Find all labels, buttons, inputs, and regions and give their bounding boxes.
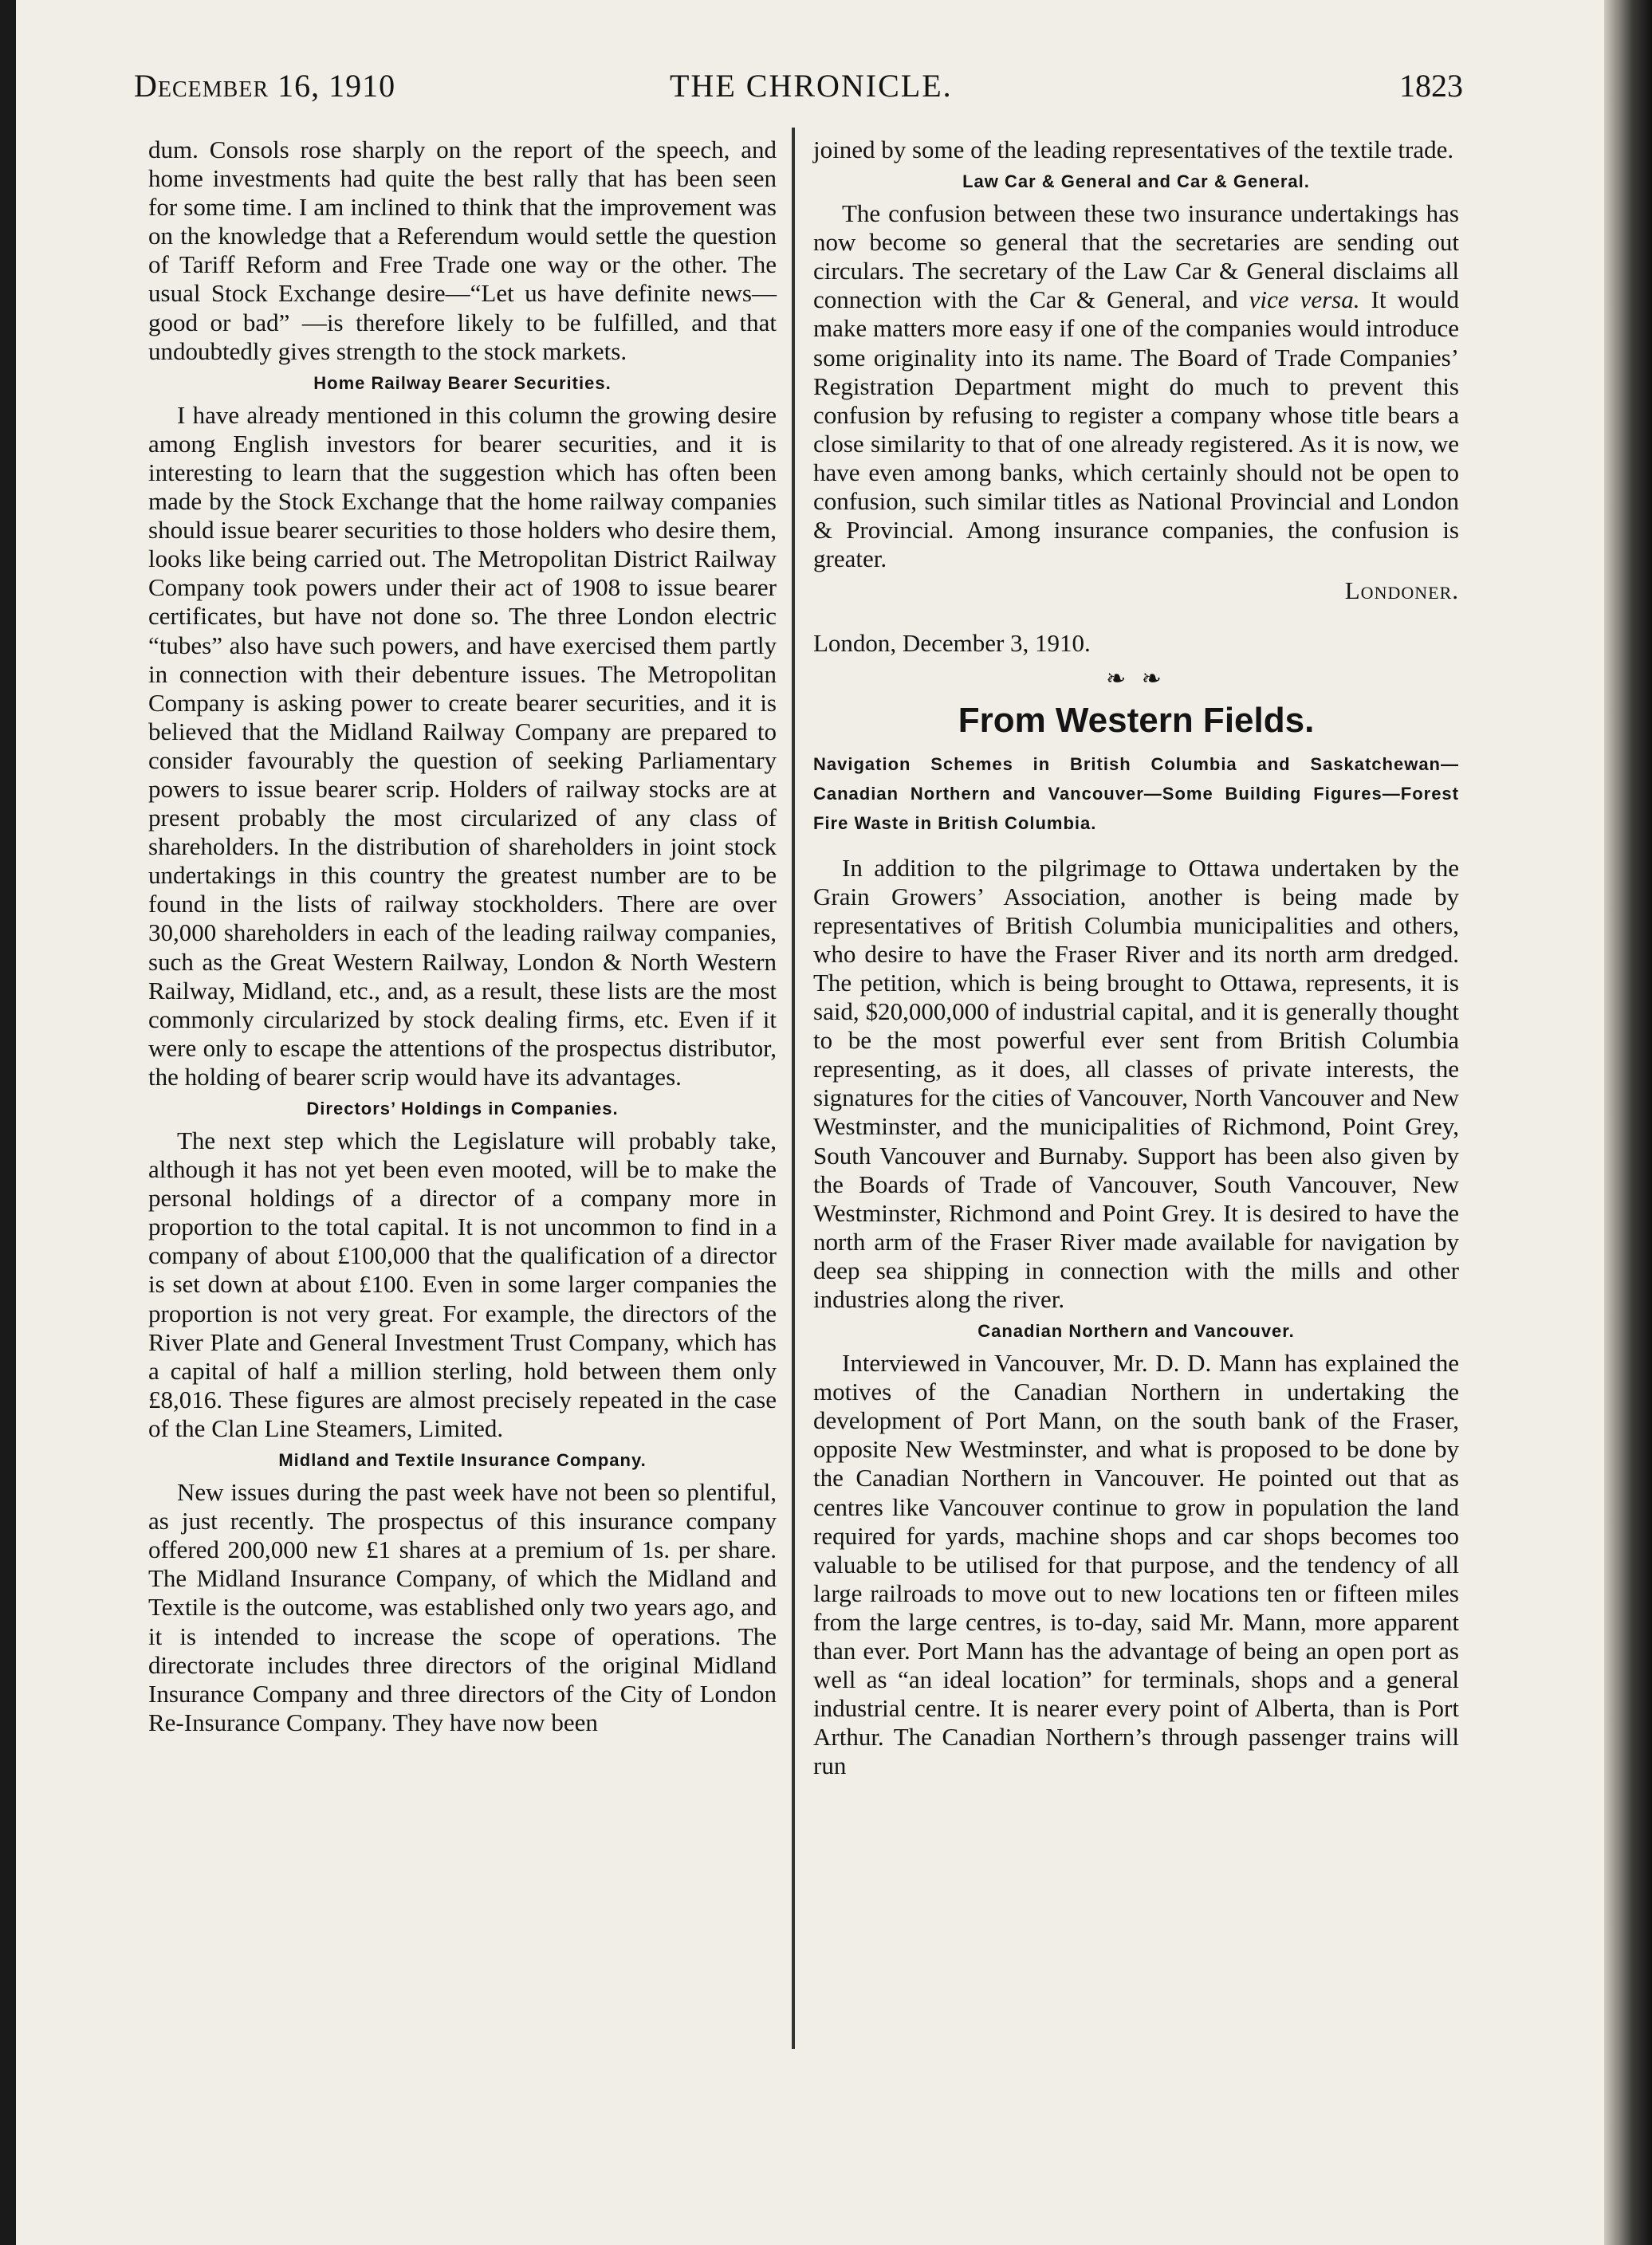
paragraph: New issues during the past week have not been so plentiful, as just recently. The prospectus of this insurance company offered 200,000 new £1 shares at a premium of 1s. per share. The Midland Insurance Company, of which the Midland and Textile is the outcome, was established only two years ago, and it is intended to increase the scope of operations. The directorate includes three directors of the original Midland Insurance Company and three directors of the City of London Re-Insurance Company. They have now been (148, 1478, 777, 1736)
binding-edge (1604, 0, 1652, 2245)
paragraph: Interviewed in Vancouver, Mr. D. D. Mann has explained the motives of the Canadian Northern in undertaking the development of Port Mann, on the south bank of the Fraser, opposite New Westminster, and what is proposed to be done by the Canadian Northern in Vancouver. He pointed out that as centres like Vancouver continue to grow in population the land required for yards, machine shops and car shops becomes too valuable to be utilised for that purpose, and the tendency of all large railroads to move out to new locations ten or fifteen miles from the large centres, is to-day, said Mr. Mann, more apparent than ever. Port Mann has the advantage of being an open port as well as “an ideal location” for terminals, shops and a general industrial centre. It is nearer every point of Alberta, than is Port Arthur. The Canadian Northern’s through passenger trains will run (813, 1349, 1459, 1780)
left-column (148, 136, 777, 1737)
signature: Londoner. (1344, 576, 1459, 605)
section-heading: Canadian Northern and Vancouver. (977, 1321, 1295, 1342)
paragraph-text: The confusion between these two insurance undertakings has now become so general that the secretaries are sending out circulars. The secretary of the Law Car & General disclaims all connection with the Car & General, and (813, 199, 1459, 314)
paragraph: dum. Consols rose sharply on the report of the speech, and home investments had quite the best rally that has been seen for some time. I am inclined to think that the improvement was on the knowledge that a Referendum would settle the question of Tariff Reform and Free Trade one way or the other. The usual Stock Exchange desire—“Let us have definite news—good or bad” —is therefore likely to be fulfilled, and that undoubtedly gives strength to the stock markets. (148, 136, 777, 365)
paragraph: I have already mentioned in this column the growing desire among English investors for bearer securities, and it is interesting to learn that the suggestion which has often been made by the Stock Exchange that the home railway companies should issue bearer securities to those holders who desire them, looks like being carried out. The Metropolitan District Railway Company took powers under their act of 1908 to issue bearer certificates, but have not done so. The three London electric “tubes” also have such powers, and have exercised them partly in connection with their debenture issues. The Metropolitan Company is asking power to create bearer securities, and it is believed that the Midland Railway Company are prepared to consider favourably the question of seeking Parliamentary powers to issue bearer scrip. Holders of railway stocks are at present probably the most circularized of any class of shareholders. In the distribution of shareholders in joint stock undertakings in this country the greatest number are to be found in the lists of railway stockholders. There are over 30,000 shareholders in each of the leading railway companies, such as the Great Western Railway, London & North Western Railway, Midland, etc., and, as a result, these lists are the most commonly circularized by stock dealing firms, etc. Even if it were only to escape the attentions of the prospectus distributor, the holding of bearer scrip would have its advantages. (148, 400, 777, 1091)
running-head (16, 62, 1604, 110)
section-heading: Directors’ Holdings in Companies. (306, 1099, 619, 1119)
paragraph (813, 199, 1459, 573)
publication-title: THE CHRONICLE. (670, 68, 953, 104)
paragraph: The next step which the Legislature will probably take, although it has not yet been even mooted, will be to make the personal holdings of a director of a company more in proportion to the total capital. It is not uncommon to find in a company of about £100,000 that the qualification of a director is set down at about £100. Even in some larger companies the proportion is not very great. For example, the directors of the River Plate and General Investment Trust Company, which has a capital of half a million sterling, hold between them only £8,016. These figures are almost precisely repeated in the case of the Clan Line Steamers, Limited. (148, 1126, 777, 1442)
italic-phrase: vice versa. (1249, 285, 1360, 314)
ornament-icon: ❧ ❧ (1106, 665, 1166, 692)
article-headline: From Western Fields. (958, 700, 1315, 740)
paragraph: In addition to the pilgrimage to Ottawa undertaken by the Grain Growers’ Association, another is being made by representatives of British Columbia municipalities and others, who desire to have the Fraser River and its north arm dredged. The petition, which is being brought to Ottawa, represents, it is said, $20,000,000 of industrial capital, and it is generally thought to be the most powerful ever sent from British Columbia representing, as it does, all classes of private interests, the signatures for the cities of Vancouver, North Vancouver and New Westminster, and the municipalities of Richmond, Point Grey, South Vancouver and Burnaby. Support has been also given by the Boards of Trade of Vancouver, South Vancouver, New Westminster, Richmond and Point Grey. It is desired to have the north arm of the Fraser River made available for navigation by deep sea shipping in connection with the mills and other industries along the river. (813, 853, 1459, 1313)
right-column (813, 136, 1459, 1781)
article-deck: Navigation Schemes in British Columbia and Saskatchewan—Canadian Northern and Vancouver—Some Building Figures—Forest Fire Waste in British Columbia. (813, 753, 1459, 833)
section-heading: Midland and Textile Insurance Company. (278, 1450, 647, 1471)
section-heading: Home Railway Bearer Securities. (313, 372, 612, 393)
issue-date: December 16, 1910 (134, 68, 396, 104)
paragraph-text: It would make matters more easy if one of the companies would introduce some originality into its name. The Board of Trade Companies’ Registration Department might do much to prevent this confusion by refusing to register a company whose title bears a close similarity to that of one already registered. As it is now, we have even among banks, which certainly should not be open to confusion, such similar titles as National Provincial and London & Provincial. Among insurance companies, the confusion is greater. (813, 285, 1459, 573)
section-heading: Law Car & General and Car & General. (962, 171, 1310, 192)
dateline: London, December 3, 1910. (813, 629, 1091, 658)
column-rule (792, 128, 795, 2049)
paragraph: joined by some of the leading representatives of the textile trade. (813, 136, 1454, 163)
page-number: 1823 (1399, 68, 1463, 104)
